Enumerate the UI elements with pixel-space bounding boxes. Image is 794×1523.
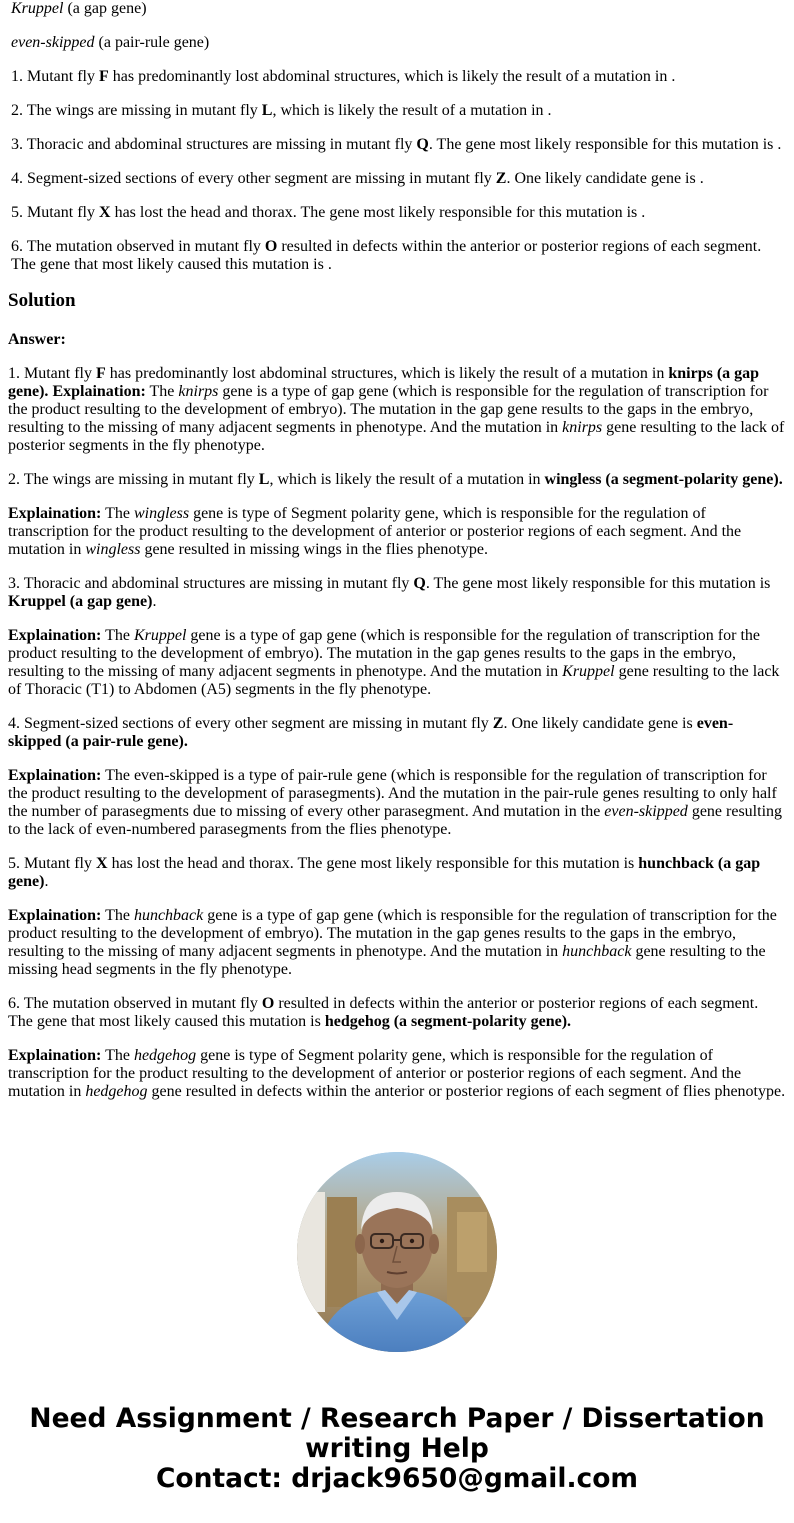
- fly-label: O: [261, 995, 275, 1012]
- answer-gene: Kruppel (a gap gene): [8, 593, 153, 610]
- answer-1: 1. Mutant fly F has predominantly lost abdominal structures, which is likely the result of a mutation in knirps (a gap gene). Explaination: The knirps gene is a type of gap gene (which is responsible for the regulation of transcription for the product resulting to the development of embryo). The mutation in the gap gene results to the gaps in the embryo, resulting to the missing of many adjacent segments in phenotype. And the mutation in knirps gene resulting to the lack of posterior segments in the fly phenotype.: [8, 365, 785, 454]
- answer-gene: even-skipped (a pair-rule gene).: [8, 715, 734, 750]
- footer-contact: Contact: drjack9650@gmail.com: [155, 1463, 639, 1494]
- footer-line-2: writing Help: [305, 1433, 489, 1464]
- fly-label: X: [99, 204, 111, 221]
- explanation-2: Explaination: The wingless gene is type of Segment polarity gene, which is responsible for the regulation of transcription for the product resulting to the development of anterior or posterior regions of each segment. And the mutation in wingless gene resulted in missing wings in the flies phenotype.: [8, 505, 742, 558]
- fly-label: L: [261, 102, 273, 119]
- answer-6: 6. The mutation observed in mutant fly O resulted in defects within the anterior or posterior regions of each segment. The gene that most likely caused this mutation is hedgehog (a segment-polarity gene).: [8, 995, 759, 1030]
- fly-label: Q: [413, 575, 426, 592]
- gene-name: knirps: [178, 383, 219, 400]
- explanation-label: Explaination:: [52, 383, 146, 400]
- explanation-label: Explaination:: [8, 1047, 102, 1064]
- answer-gene: wingless (a segment-polarity gene).: [544, 471, 783, 488]
- gene-note: (a pair-rule gene): [94, 34, 210, 51]
- gene-name: knirps: [562, 419, 603, 436]
- gene-note: (a gap gene): [63, 0, 147, 17]
- gene-name: Kruppel: [133, 627, 187, 644]
- fly-label: Q: [416, 136, 429, 153]
- question-6: 6. The mutation observed in mutant fly O resulted in defects within the anterior or posterior regions of each segment. The gene that most likely caused this mutation is .: [11, 238, 762, 273]
- explanation-label: Explaination:: [8, 627, 102, 644]
- explanation-5: Explaination: The hunchback gene is a type of gap gene (which is responsible for the regulation of transcription for the product resulting to the development of embryo). The mutation in the gap genes results to the gaps in the embryo, resulting to the missing of many adjacent segments in phenotype. And the mutation in hunchback gene resulting to the missing head segments in the fly phenotype.: [8, 907, 777, 978]
- gene-name: hedgehog: [85, 1083, 148, 1100]
- fly-label: Z: [495, 170, 507, 187]
- solution-heading: Solution: [8, 290, 76, 311]
- gene-name: even-skipped: [11, 34, 95, 51]
- question-1: 1. Mutant fly F has predominantly lost abdominal structures, which is likely the result of a mutation in .: [11, 68, 676, 85]
- fly-label: X: [96, 855, 108, 872]
- explanation-label: Explaination:: [8, 505, 102, 522]
- answer-4: 4. Segment-sized sections of every other segment are missing in mutant fly Z. One likely candidate gene is even-skipped (a pair-rule gene).: [8, 715, 734, 750]
- fly-label: F: [99, 68, 109, 85]
- answer-label-paragraph: [8, 331, 786, 349]
- explanation-3: Explaination: The Kruppel gene is a type of gap gene (which is responsible for the regulation of transcription for the product resulting to the development of embryo). The mutation in the gap genes results to the gaps in the embryo, resulting to the missing of many adjacent segments in phenotype. And the mutation in Kruppel gene resulting to the lack of Thoracic (T1) to Abdomen (A5) segments in the fly phenotype.: [8, 627, 780, 698]
- answer-gene: hunchback (a gap gene): [8, 855, 761, 890]
- question-4: 4. Segment-sized sections of every other segment are missing in mutant fly Z. One likely candidate gene is .: [11, 170, 704, 187]
- question-3: 3. Thoracic and abdominal structures are missing in mutant fly Q. The gene most likely responsible for this mutation is .: [11, 136, 782, 153]
- answer-gene: knirps (a gap gene).: [8, 365, 760, 400]
- author-photo: [297, 1152, 497, 1352]
- gene-name: wingless: [133, 505, 190, 522]
- gene-name: hedgehog: [133, 1047, 197, 1064]
- intro-eve: [8, 34, 786, 52]
- portrait-image: [297, 1152, 497, 1352]
- question-2: 2. The wings are missing in mutant fly L, which is likely the result of a mutation in .: [11, 102, 552, 119]
- gene-name: Kruppel: [11, 0, 64, 17]
- footer-line-1: Need Assignment / Research Paper / Dissertation: [29, 1403, 765, 1434]
- gene-name: wingless: [85, 541, 141, 558]
- document: [8, 0, 786, 1117]
- explanation-label: Explaination:: [8, 907, 102, 924]
- explanation-4: Explaination: The even-skipped is a type of pair-rule gene (which is responsible for the regulation of transcription for the product resulting to the development of parasegments). And the mutation in the pair-rule genes resulting to only half the number of parasegments due to missing of every other parasegment. And mutation in the even-skipped gene resulting to the lack of even-numbered parasegments from the flies phenotype.: [8, 767, 783, 838]
- question-5: 5. Mutant fly X has lost the head and thorax. The gene most likely responsible for this mutation is .: [11, 204, 646, 221]
- explanation-6: Explaination: The hedgehog gene is type of Segment polarity gene, which is responsible for the regulation of transcription for the product resulting to the development of anterior or posterior regions of each segment. And the mutation in hedgehog gene resulted in defects within the anterior or posterior regions of each segment of flies phenotype.: [8, 1047, 786, 1100]
- footer-ad: [0, 1404, 794, 1494]
- answer-label: Answer:: [8, 331, 66, 348]
- answer-5: 5. Mutant fly X has lost the head and thorax. The gene most likely responsible for this mutation is hunchback (a gap gene).: [8, 855, 761, 890]
- answer-3: 3. Thoracic and abdominal structures are missing in mutant fly Q. The gene most likely responsible for this mutation is Kruppel (a gap gene).: [8, 575, 771, 610]
- explanation-label: Explaination:: [8, 767, 102, 784]
- gene-name: Kruppel: [562, 663, 615, 680]
- gene-name: even-skipped: [604, 803, 688, 820]
- fly-label: L: [258, 471, 270, 488]
- fly-label: O: [264, 238, 278, 255]
- answer-gene: hedgehog (a segment-polarity gene).: [324, 1013, 572, 1030]
- gene-name: hunchback: [562, 943, 632, 960]
- fly-label: F: [96, 365, 106, 382]
- gene-name: hunchback: [133, 907, 204, 924]
- fly-label: Z: [492, 715, 504, 732]
- intro-kruppel: [8, 0, 786, 18]
- answer-2: 2. The wings are missing in mutant fly L, which is likely the result of a mutation in wingless (a segment-polarity gene).: [8, 471, 783, 488]
